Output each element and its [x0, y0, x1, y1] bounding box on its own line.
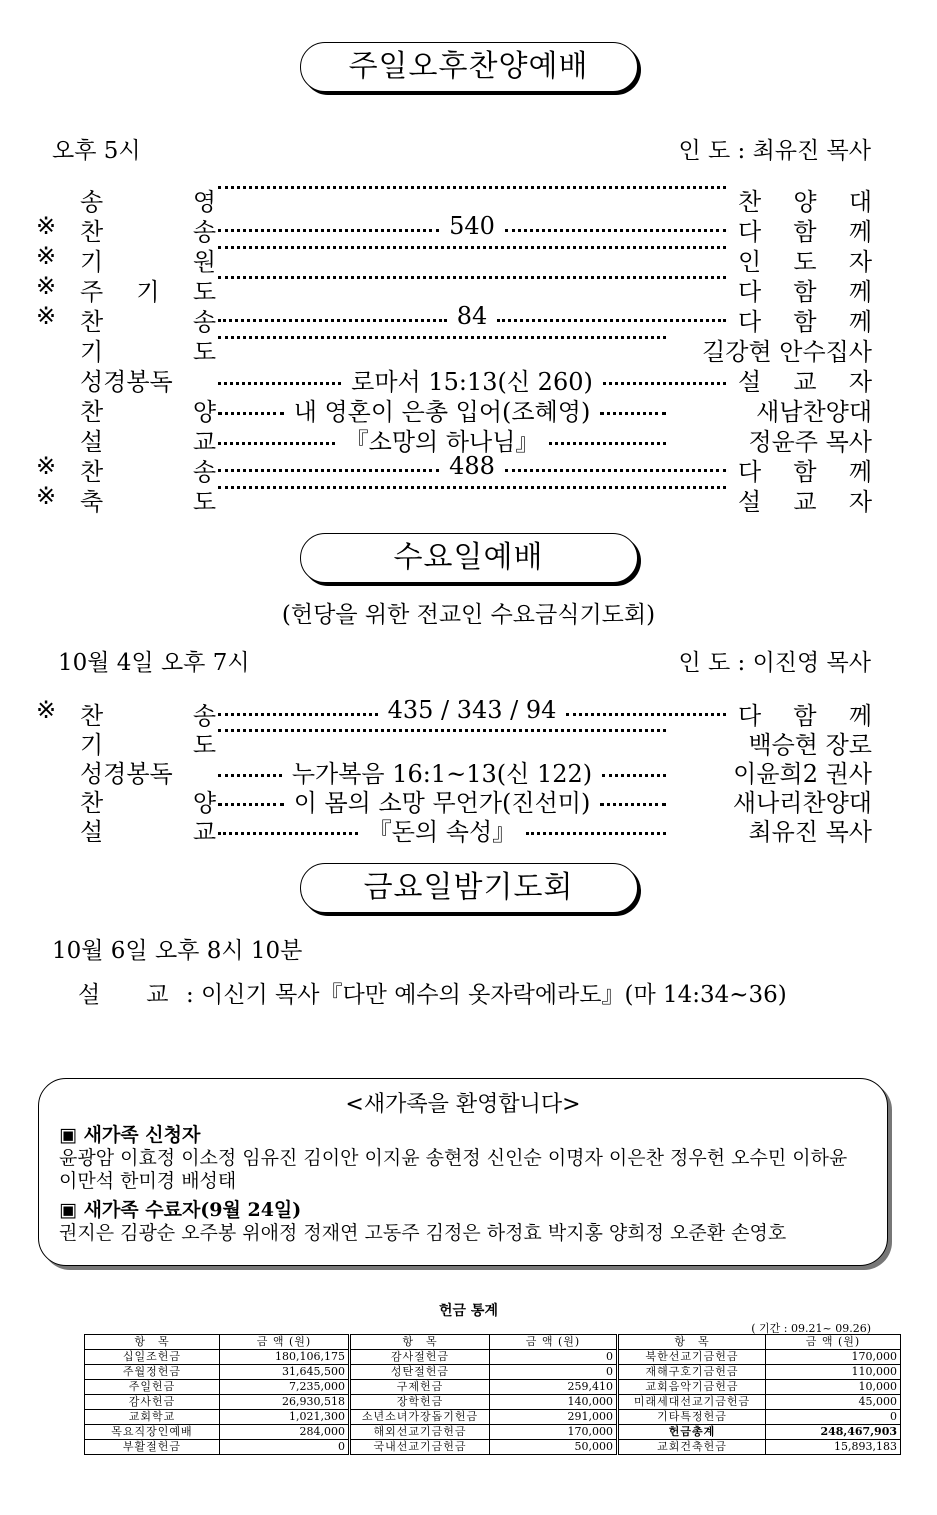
dot-leader: [218, 319, 447, 322]
standing-mark: ※: [36, 272, 57, 300]
order-label-char: 기: [80, 248, 104, 276]
order-leader-dots: [212, 482, 732, 485]
order-label: [80, 482, 216, 517]
graduates-heading: ▣ 새가족 수료자(9월 24일): [59, 1199, 302, 1221]
order-person-char: 함: [793, 458, 817, 486]
offering-item: 장학헌금: [350, 1395, 490, 1410]
standing-mark: ※: [36, 452, 57, 480]
order-label-char: 기: [80, 338, 104, 366]
order-person-char: 께: [848, 278, 872, 306]
order-row: [36, 392, 872, 426]
order-leader-dots: [212, 332, 672, 335]
order-label-char: 송: [192, 308, 216, 336]
order-person-char: 자: [848, 248, 872, 276]
standing-mark: ※: [36, 302, 57, 330]
order-leader-dots: [212, 212, 732, 240]
order-person-char: 다: [738, 278, 762, 306]
standing-mark: ※: [36, 696, 57, 724]
order-person-char: 설: [738, 368, 762, 396]
friday-sermon-label: 설 교: [78, 982, 169, 1008]
dot-leader: [218, 832, 358, 835]
offering-row: [85, 1350, 901, 1365]
sunday-leader: 인 도 : 최유진 목사: [678, 138, 871, 164]
dot-leader: [566, 713, 726, 716]
offering-item: 재해구호기금헌금: [618, 1365, 766, 1380]
order-person-char: 대: [848, 188, 872, 216]
order-label-char: 도: [192, 278, 216, 306]
offering-amount: 284,000: [220, 1425, 350, 1440]
order-label: [80, 812, 216, 847]
offering-row: [85, 1365, 901, 1380]
order-content: 『돈의 속성』: [367, 818, 517, 846]
offering-amount: 0: [490, 1350, 618, 1365]
dot-leader: [218, 412, 284, 415]
order-label-char: 송: [192, 702, 216, 730]
order-label-char: 송: [192, 458, 216, 486]
order-label-char: 주: [80, 278, 104, 306]
offering-row: [85, 1425, 901, 1440]
order-row: [36, 212, 872, 246]
order-label-char: 송: [192, 218, 216, 246]
order-person-char: 다: [738, 308, 762, 336]
order-row: [36, 182, 872, 216]
dot-leader: [497, 319, 726, 322]
order-person: 새남찬양대: [756, 398, 872, 426]
order-label-char: 성경봉독: [80, 760, 173, 788]
offering-item: 성탄절헌금: [350, 1365, 490, 1380]
dot-leader: [549, 442, 666, 445]
order-label-char: 교: [192, 818, 216, 846]
offering-header: 항 목: [618, 1335, 766, 1350]
order-person-char: 께: [848, 458, 872, 486]
dot-leader: [218, 186, 726, 189]
order-content: 435 / 343 / 94: [387, 696, 557, 724]
offering-row: [85, 1410, 901, 1425]
offering-amount: 180,106,175: [220, 1350, 350, 1365]
offering-item: 목요직장인예배: [85, 1425, 220, 1440]
order-row: [36, 725, 872, 759]
order-row: [36, 272, 872, 306]
dot-leader: [600, 412, 666, 415]
order-row: [36, 302, 872, 336]
friday-service-title: 금요일밤기도회: [300, 863, 638, 913]
order-person-char: 께: [848, 702, 872, 730]
offering-title: 헌금 통계: [439, 1303, 498, 1319]
offering-amount: 10,000: [766, 1380, 901, 1395]
wednesday-subtitle: (헌당을 위한 전교인 수요금식기도회): [281, 602, 656, 628]
offering-item: 십일조헌금: [85, 1350, 220, 1365]
order-row: [36, 332, 872, 366]
order-leader-dots: [212, 725, 672, 728]
applicants-heading: ▣ 새가족 신청자: [59, 1124, 201, 1146]
order-row: [36, 696, 872, 730]
order-leader-dots: [212, 182, 732, 185]
applicants-list: 윤광암 이효정 이소정 임유진 김이안 이지윤 송현정 신인순 이명자 이은찬 정우헌 오수민 이하윤 이만석 한미경 배성태: [59, 1147, 848, 1192]
order-label-char: 도: [192, 731, 216, 759]
offering-amount: 170,000: [766, 1350, 901, 1365]
welcome-title: <새가족을 환영합니다>: [345, 1092, 581, 1117]
offering-item: 북한선교기금헌금: [618, 1350, 766, 1365]
offering-item: 감사절헌금: [350, 1350, 490, 1365]
offering-row: [85, 1380, 901, 1395]
offering-amount: 45,000: [766, 1395, 901, 1410]
order-content: 84: [456, 302, 488, 330]
order-person: 정윤주 목사: [748, 428, 872, 456]
offering-item: 헌금총계: [618, 1425, 766, 1440]
order-leader-dots: [212, 696, 732, 724]
offering-header: 항 목: [350, 1335, 490, 1350]
offering-amount: 7,235,000: [220, 1380, 350, 1395]
order-person-char: 께: [848, 218, 872, 246]
order-row: [36, 754, 872, 788]
order-content: 로마서 15:13(신 260): [351, 368, 593, 396]
order-label-char: 찬: [80, 702, 104, 730]
offering-item: 기타특정헌금: [618, 1410, 766, 1425]
order-person-char: 함: [793, 308, 817, 336]
order-row: [36, 242, 872, 276]
dot-leader: [600, 803, 666, 806]
order-row: [36, 783, 872, 817]
order-content: 누가복음 16:1~13(신 122): [291, 760, 593, 788]
dot-leader: [603, 382, 726, 385]
standing-mark: ※: [36, 242, 57, 270]
offering-header: 항 목: [85, 1335, 220, 1350]
offering-amount: 50,000: [490, 1440, 618, 1455]
order-person-char: 다: [738, 458, 762, 486]
order-leader-dots: [212, 812, 672, 847]
order-person-char: 자: [848, 488, 872, 516]
order-person: 길강현 안수집사: [702, 338, 872, 366]
order-leader-dots: [212, 452, 732, 480]
order-leader-dots: [212, 272, 732, 275]
order-label-char: 설: [80, 428, 104, 456]
offering-item: 감사헌금: [85, 1395, 220, 1410]
order-person-char: 인: [738, 248, 762, 276]
order-label-char: 도: [192, 338, 216, 366]
offering-amount: 291,000: [490, 1410, 618, 1425]
dot-leader: [218, 336, 666, 339]
friday-time: 10월 6일 오후 8시 10분: [52, 938, 303, 964]
dot-leader: [218, 774, 282, 777]
order-person-char: 함: [793, 278, 817, 306]
order-label-char: 교: [192, 428, 216, 456]
wednesday-service-title: 수요일예배: [300, 533, 638, 583]
dot-leader: [218, 469, 439, 472]
order-leader-dots: [212, 242, 732, 245]
order-label-char: 원: [192, 248, 216, 276]
dot-leader: [218, 442, 335, 445]
order-label-char: 송: [80, 188, 104, 216]
dot-leader: [602, 774, 666, 777]
offering-amount: 0: [766, 1410, 901, 1425]
order-row: [36, 422, 872, 456]
offering-item: 주일헌금: [85, 1380, 220, 1395]
order-person-char: 자: [848, 368, 872, 396]
order-person-char: 양: [793, 188, 817, 216]
order-label-char: 찬: [80, 398, 104, 426]
order-label-char: 성경봉독: [80, 368, 173, 396]
offering-item: 해외선교기금헌금: [350, 1425, 490, 1440]
order-content: 『소망의 하나님』: [344, 428, 540, 456]
order-row: [36, 452, 872, 486]
offering-item: 미래세대선교기금헌금: [618, 1395, 766, 1410]
offering-header: 금 액 (원): [766, 1335, 901, 1350]
offering-item: 주월정헌금: [85, 1365, 220, 1380]
offering-item: 교회건축헌금: [618, 1440, 766, 1455]
offering-amount: 259,410: [490, 1380, 618, 1395]
order-leader-dots: [212, 302, 732, 330]
offering-table: [84, 1334, 901, 1455]
standing-mark: ※: [36, 482, 57, 510]
order-label-char: 영: [192, 188, 216, 216]
dot-leader: [218, 713, 378, 716]
wednesday-leader: 인 도 : 이진영 목사: [678, 650, 871, 676]
graduates-list: 권지은 김광순 오주봉 위애정 정재연 고동주 김정은 하정효 박지홍 양희정 오준환 손영호: [59, 1222, 787, 1244]
order-label-char: 축: [80, 488, 104, 516]
offering-amount: 26,930,518: [220, 1395, 350, 1410]
order-label-char: 찬: [80, 308, 104, 336]
offering-header: 금 액 (원): [490, 1335, 618, 1350]
sunday-service-title: 주일오후찬양예배: [300, 42, 638, 92]
dot-leader: [218, 382, 341, 385]
dot-leader: [218, 803, 284, 806]
order-person: 최유진 목사: [748, 818, 872, 846]
offering-row: [85, 1395, 901, 1410]
order-row: [36, 812, 872, 846]
offering-amount: 31,645,500: [220, 1365, 350, 1380]
order-person-char: 다: [738, 702, 762, 730]
order-label-char: 기: [136, 278, 160, 306]
offering-amount: 0: [490, 1365, 618, 1380]
dot-leader: [505, 469, 726, 472]
order-person-char: 도: [793, 248, 817, 276]
order-label-char: 양: [192, 789, 216, 817]
order-label-char: 도: [192, 488, 216, 516]
order-label-char: 찬: [80, 218, 104, 246]
offering-amount: 170,000: [490, 1425, 618, 1440]
order-person-char: 교: [793, 488, 817, 516]
dot-leader: [526, 832, 666, 835]
offering-amount: 248,467,903: [766, 1425, 901, 1440]
order-content: 540: [449, 212, 495, 240]
offering-item: 구제헌금: [350, 1380, 490, 1395]
order-person-char: 께: [848, 308, 872, 336]
dot-leader: [218, 246, 726, 249]
offering-row: [85, 1440, 901, 1455]
dot-leader: [218, 486, 726, 489]
wednesday-time: 10월 4일 오후 7시: [58, 650, 250, 676]
order-content: 이 몸의 소망 무언가(진선미): [293, 789, 591, 817]
order-label-char: 기: [80, 731, 104, 759]
offering-item: 교회학교: [85, 1410, 220, 1425]
new-family-welcome-box: [38, 1078, 888, 1266]
dot-leader: [218, 276, 726, 279]
order-person-char: 함: [793, 702, 817, 730]
order-content: 내 영혼이 은총 입어(조혜영): [293, 398, 591, 426]
order-row: [36, 482, 872, 516]
order-person: 백승현 장로: [748, 731, 872, 759]
offering-amount: 0: [220, 1440, 350, 1455]
order-label-char: 설: [80, 818, 104, 846]
order-person: 이윤희2 권사: [733, 760, 872, 788]
order-row: [36, 362, 872, 396]
offering-amount: 140,000: [490, 1395, 618, 1410]
order-person-char: 다: [738, 218, 762, 246]
order-label-char: 양: [192, 398, 216, 426]
dot-leader: [505, 229, 726, 232]
offering-item: 부활절헌금: [85, 1440, 220, 1455]
order-label-char: 찬: [80, 789, 104, 817]
friday-sermon: : 이신기 목사『다만 예수의 옷자락에라도』(마 14:34~36): [186, 982, 787, 1008]
offering-item: 국내선교기금헌금: [350, 1440, 490, 1455]
order-label-char: 찬: [80, 458, 104, 486]
offering-item: 교회음악기금헌금: [618, 1380, 766, 1395]
offering-item: 소년소녀가장돕기헌금: [350, 1410, 490, 1425]
order-person: [738, 482, 872, 517]
order-person-char: 설: [738, 488, 762, 516]
sunday-time: 오후 5시: [52, 138, 141, 164]
offering-header: 금 액 (원): [220, 1335, 350, 1350]
dot-leader: [218, 229, 439, 232]
order-person-char: 함: [793, 218, 817, 246]
order-person-char: 찬: [738, 188, 762, 216]
offering-amount: 1,021,300: [220, 1410, 350, 1425]
order-person: 새나리찬양대: [732, 789, 872, 817]
offering-period: ( 기간 : 09.21~ 09.26): [751, 1322, 871, 1335]
order-content: 488: [449, 452, 495, 480]
offering-amount: 15,893,183: [766, 1440, 901, 1455]
dot-leader: [218, 729, 666, 732]
standing-mark: ※: [36, 212, 57, 240]
offering-amount: 110,000: [766, 1365, 901, 1380]
order-person-char: 교: [793, 368, 817, 396]
